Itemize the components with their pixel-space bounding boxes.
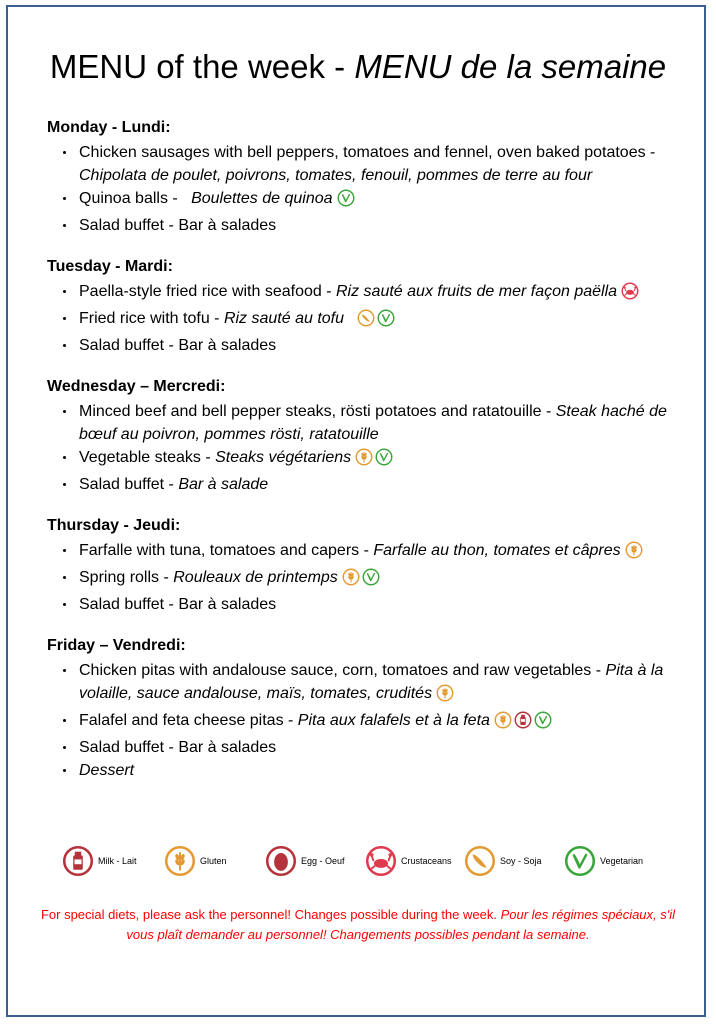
gluten-icon — [436, 684, 454, 702]
dish-item — [47, 659, 687, 709]
soy-icon — [357, 309, 375, 327]
dish-item — [47, 736, 687, 759]
vegetarian-icon — [564, 845, 596, 877]
dish-item — [47, 473, 687, 496]
dish-item — [47, 446, 687, 473]
allergen-icons — [337, 189, 357, 214]
dish-english: Salad buffet - Bar à salades — [79, 337, 277, 354]
day-title: Thursday - Jeudi: — [47, 517, 181, 534]
allergen-legend — [62, 843, 662, 883]
dish-item — [47, 187, 687, 214]
dish-french: Pita à la volaille, sauce andalouse, maïs, tomates, crudités — [79, 662, 664, 702]
page-title — [0, 48, 716, 86]
day-monday — [47, 117, 687, 237]
dish-french: Riz sauté au tofu — [223, 310, 345, 327]
vegetarian-icon — [362, 568, 380, 586]
dish-english: Minced beef and bell pepper steaks, rösti potatoes and ratatouille - — [79, 403, 556, 420]
dish-english: Salad buffet - Bar à salades — [79, 217, 277, 234]
day-friday — [47, 635, 687, 782]
day-title: Monday - Lundi: — [47, 119, 171, 136]
legend-label: Milk - Lait — [98, 856, 137, 866]
title-french: MENU de la semaine — [354, 48, 667, 85]
dish-french: Riz sauté aux fruits de mer façon paëlla — [336, 283, 618, 300]
dish-french: Rouleaux de printemps — [173, 569, 338, 586]
day-tuesday — [47, 256, 687, 357]
allergen-icons — [625, 541, 645, 566]
dish-list — [47, 539, 687, 616]
legend-crustaceans — [365, 843, 452, 879]
allergen-icons — [436, 684, 456, 709]
dish-english: Spring rolls - — [79, 569, 174, 586]
special-diets-notice — [30, 905, 686, 945]
day-wednesday — [47, 376, 687, 496]
dish-english: Chicken pitas with andalouse sauce, corn, tomatoes and raw vegetables - — [79, 662, 606, 679]
allergen-icons — [494, 711, 554, 736]
legend-label: Crustaceans — [401, 856, 452, 866]
legend-vegetarian — [564, 843, 643, 879]
dish-english: Fried rice with tofu - — [79, 310, 224, 327]
day-title: Tuesday - Mardi: — [47, 258, 173, 275]
dish-item — [47, 141, 687, 187]
menu-content — [47, 117, 687, 801]
allergen-icons — [355, 448, 395, 473]
dish-list — [47, 141, 687, 237]
crustaceans-icon — [365, 845, 397, 877]
dish-list — [47, 280, 687, 357]
gluten-icon — [625, 541, 643, 559]
milk-icon — [62, 845, 94, 877]
dish-english: Falafel and feta cheese pitas - — [79, 712, 298, 729]
dish-item — [47, 593, 687, 616]
dish-french: Bar à salade — [178, 476, 269, 493]
dish-item — [47, 214, 687, 237]
dish-english: Salad buffet - — [79, 476, 179, 493]
gluten-icon — [494, 711, 512, 729]
dish-french: Farfalle au thon, tomates et câpres — [373, 542, 621, 559]
egg-icon — [265, 845, 297, 877]
allergen-icons — [621, 282, 641, 307]
dish-english: Paella-style fried rice with seafood - — [79, 283, 336, 300]
dish-french: Dessert — [79, 762, 135, 779]
dish-item — [47, 400, 687, 446]
allergen-icons — [357, 309, 397, 334]
dish-french: Steak haché de bœuf au poivron, pommes rösti, ratatouille — [79, 403, 667, 443]
dish-french: Chipolata de poulet, poivrons, tomates, fenouil, pommes de terre au four — [79, 167, 593, 184]
dish-english: Vegetable steaks - — [79, 449, 216, 466]
dish-item — [47, 566, 687, 593]
legend-label: Soy - Soja — [500, 856, 542, 866]
dish-list — [47, 400, 687, 496]
day-title: Friday – Vendredi: — [47, 637, 186, 654]
legend-gluten — [164, 843, 227, 879]
dish-item — [47, 334, 687, 357]
crustaceans-icon — [621, 282, 639, 300]
dish-french: Steaks végétariens — [215, 449, 352, 466]
legend-label: Vegetarian — [600, 856, 644, 866]
legend-milk — [62, 843, 137, 879]
dish-french: Boulettes de quinoa — [191, 190, 333, 207]
allergen-icons — [342, 568, 382, 593]
dish-english: Quinoa balls - — [79, 190, 183, 207]
notice-english: For special diets, please ask the personnel! Changes possible during the week. — [40, 907, 501, 922]
dish-item — [47, 759, 687, 782]
legend-label: Gluten — [200, 856, 227, 866]
day-thursday — [47, 515, 687, 616]
title-english: MENU of the week - — [49, 48, 355, 85]
vegetarian-icon — [375, 448, 393, 466]
vegetarian-icon — [377, 309, 395, 327]
dish-item — [47, 280, 687, 307]
legend-soy — [464, 843, 542, 879]
soy-icon — [464, 845, 496, 877]
milk-icon — [514, 711, 532, 729]
dish-french: Pita aux falafels et à la feta — [297, 712, 490, 729]
dish-english: Salad buffet - Bar à salades — [79, 596, 277, 613]
gluten-icon — [355, 448, 373, 466]
legend-label: Egg - Oeuf — [301, 856, 345, 866]
gluten-icon — [164, 845, 196, 877]
dish-english: Farfalle with tuna, tomatoes and capers - — [79, 542, 374, 559]
dish-list — [47, 659, 687, 782]
gluten-icon — [342, 568, 360, 586]
notice-french: Pour les régimes spéciaux, s'il vous plaît demander au personnel! Changements possibles pendant la semaine. — [126, 907, 676, 942]
vegetarian-icon — [534, 711, 552, 729]
dish-english: Salad buffet - Bar à salades — [79, 739, 277, 756]
legend-egg — [265, 843, 345, 879]
vegetarian-icon — [337, 189, 355, 207]
dish-item — [47, 709, 687, 736]
day-title: Wednesday – Mercredi: — [47, 378, 226, 395]
dish-item — [47, 539, 687, 566]
dish-item — [47, 307, 687, 334]
dish-english: Chicken sausages with bell peppers, tomatoes and fennel, oven baked potatoes - — [79, 144, 656, 161]
